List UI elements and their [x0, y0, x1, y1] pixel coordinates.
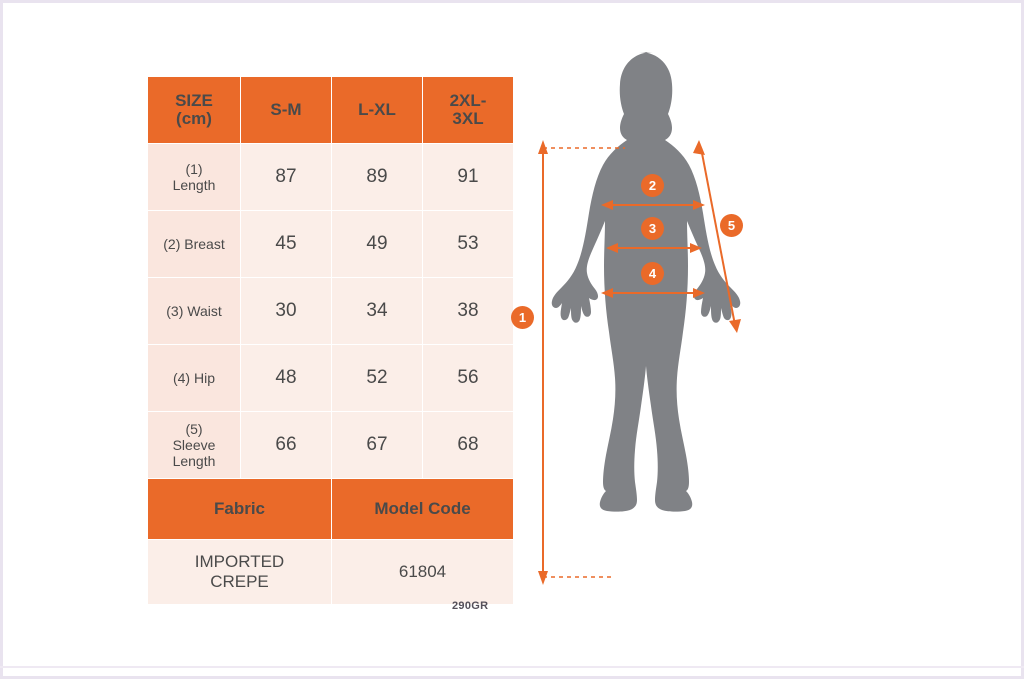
sleeve-arrow-head-top: [693, 140, 705, 155]
cell-sleeve-2xl: 68: [423, 412, 514, 479]
cell-waist-2xl: 38: [423, 278, 514, 345]
cell-length-2xl: 91: [423, 144, 514, 211]
cell-length-sm: 87: [241, 144, 332, 211]
row-label-length: [148, 144, 241, 211]
size-table: [147, 76, 514, 605]
cell-length-lxl: 89: [332, 144, 423, 211]
cell-waist-lxl: 34: [332, 278, 423, 345]
cell-hip-sm: 48: [241, 345, 332, 412]
badge-1-length: 1: [511, 306, 534, 329]
row-label-sleeve-line3: Length: [172, 453, 216, 470]
measurement-diagram: [505, 40, 805, 640]
footer-value-model-code: 61804: [332, 540, 514, 605]
row-label-sleeve-line1: (5): [185, 420, 203, 437]
table-row: [148, 278, 514, 345]
badge-5-sleeve: 5: [720, 214, 743, 237]
figure-svg: [505, 40, 805, 640]
cell-waist-sm: 30: [241, 278, 332, 345]
length-arrow-head-top: [538, 140, 548, 154]
header-size-line1: SIZE: [175, 90, 213, 110]
border-left: [0, 0, 3, 679]
cell-breast-lxl: 49: [332, 211, 423, 278]
table-row: [148, 144, 514, 211]
footer-header-model-code: Model Code: [332, 479, 514, 540]
header-2xl-line1: 2XL-: [449, 90, 487, 110]
cell-breast-sm: 45: [241, 211, 332, 278]
fabric-weight-note: 290GR: [452, 600, 489, 612]
cell-sleeve-lxl: 67: [332, 412, 423, 479]
table-footer-header-row: [148, 479, 514, 540]
table-row: [148, 211, 514, 278]
table-header-row: [148, 77, 514, 144]
footer-fabric-line1: IMPORTED: [194, 551, 285, 571]
header-size-line2: (cm): [176, 109, 212, 128]
footer-value-fabric: [148, 540, 332, 605]
cell-hip-lxl: 52: [332, 345, 423, 412]
row-label-hip: (4) Hip: [148, 345, 241, 412]
row-label-waist: (3) Waist: [148, 278, 241, 345]
badge-2-breast: 2: [641, 174, 664, 197]
border-inner-bottom: [0, 666, 1024, 668]
header-2xl-line2: 3XL: [452, 109, 484, 128]
table-row: [148, 412, 514, 479]
header-2xl-3xl: [423, 77, 514, 144]
row-label-length-line2: Length: [172, 177, 216, 193]
border-top: [0, 0, 1024, 3]
row-label-sleeve-length: [148, 412, 241, 479]
badge-3-waist: 3: [641, 217, 664, 240]
table-row: [148, 345, 514, 412]
sleeve-arrow-head-bottom: [729, 319, 741, 333]
footer-header-fabric: Fabric: [148, 479, 332, 540]
row-label-sleeve-line2: Sleeve: [172, 436, 216, 453]
length-arrow-head-bottom: [538, 571, 548, 585]
header-sm: S-M: [241, 77, 332, 144]
header-size: [148, 77, 241, 144]
row-label-length-line1: (1): [185, 160, 203, 177]
cell-breast-2xl: 53: [423, 211, 514, 278]
footer-fabric-line2: CREPE: [210, 572, 269, 591]
row-label-breast: (2) Breast: [148, 211, 241, 278]
cell-hip-2xl: 56: [423, 345, 514, 412]
header-lxl: L-XL: [332, 77, 423, 144]
badge-4-hip: 4: [641, 262, 664, 285]
cell-sleeve-sm: 66: [241, 412, 332, 479]
table-footer-row: [148, 540, 514, 605]
